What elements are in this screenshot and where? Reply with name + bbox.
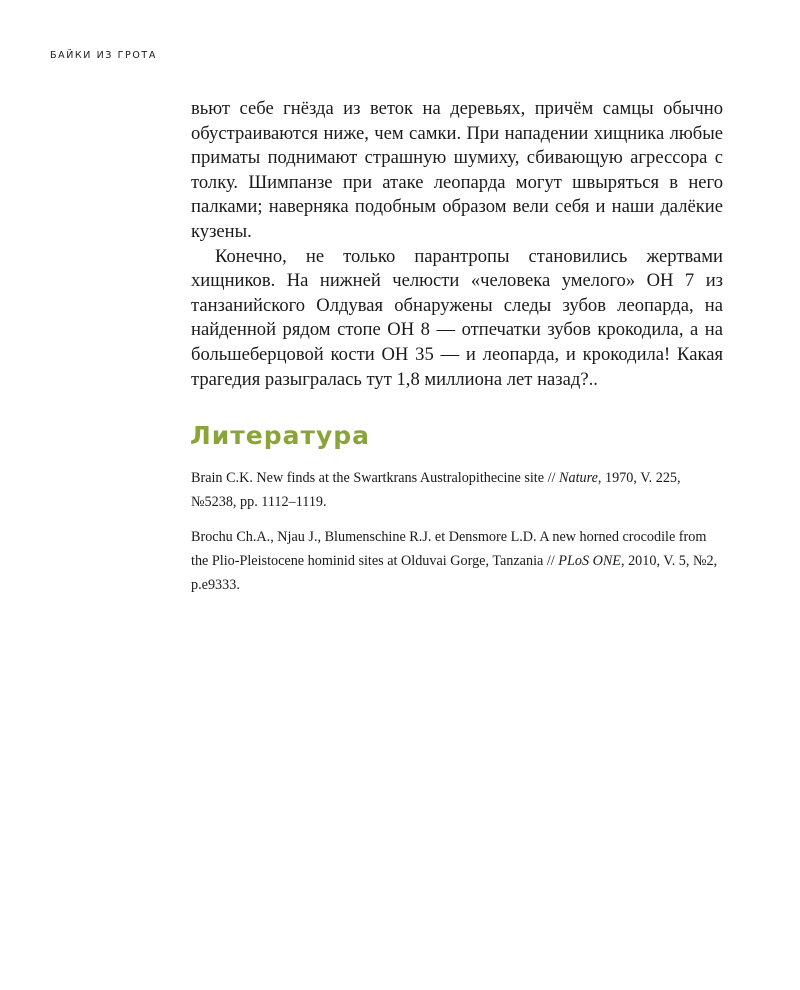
reference-journal: Nature [559,470,598,486]
body-text [191,97,723,392]
literature-heading: Литература [190,421,371,450]
running-head: БАЙКИ ИЗ ГРОТА [50,50,157,61]
reference-details: , 1970, V. 225, №5238, pp. 1112–1119. [191,470,681,510]
reference-list [191,466,723,608]
reference-journal: PLoS ONE [558,553,621,569]
reference-item [191,466,723,514]
reference-text: Brochu Ch.A., Njau J., Blumenschine R.J. et Densmore L.D. A new horned crocodile from the Plio-Pleistocene hominid sites at Olduvai Gorge, Tanzania // [191,529,707,569]
reference-text: Brain C.K. New finds at the Swartkrans Australopithecine site // [191,470,560,486]
paragraph: вьют себе гнёзда из веток на деревьях, причём самцы обычно обустраиваются ниже, чем самки. При нападении хищника любые приматы поднимают страшную шумиху, сбивающую агрессора с толку. Шимпанзе при атаке леопарда могут швыряться в него палками; наверняка подобным образом вели себя и наши далёкие кузены. [191,98,723,242]
paragraph: Конечно, не только парантропы становились жертвами хищников. На нижней челюсти «человека умелого» OH 7 из танзанийского Олдувая обнаружены следы зубов леопарда, на найденной рядом стопе OH 8 — отпечатки зубов крокодила, а на большеберцовой кости OH 35 — и леопарда, и крокодила! Какая трагедия разыгралась тут 1,8 миллиона лет назад?.. [191,245,723,390]
reference-item [191,525,723,597]
reference-details: , 2010, V. 5, №2, p.e9333. [191,553,718,593]
